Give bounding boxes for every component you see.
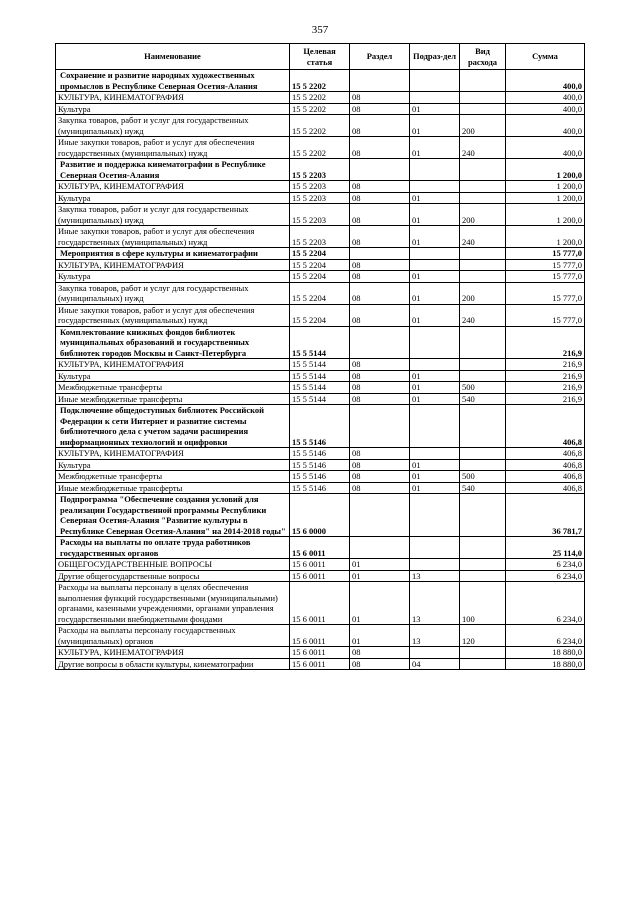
- cell-name: Иные закупки товаров, работ и услуг для обеспечения государственных (муниципальных) нужд: [56, 137, 290, 159]
- cell-kind: 500: [460, 471, 506, 483]
- cell-code: 15 5 2204: [290, 271, 350, 283]
- cell-code: 15 5 2203: [290, 226, 350, 248]
- cell-sum: 6 234,0: [506, 582, 585, 625]
- cell-subsection: [410, 448, 460, 460]
- cell-kind: [460, 570, 506, 582]
- cell-name: Подключение общедоступных библиотек Российской Федерации к сети Интернет и развитие системы библиотечного дела с учетом задачи расширения информационных технологий и оцифровки: [56, 405, 290, 448]
- cell-section: 08: [350, 282, 410, 304]
- cell-section: 01: [350, 625, 410, 647]
- table-row: [56, 92, 585, 104]
- cell-kind: 540: [460, 482, 506, 494]
- cell-subsection: [410, 537, 460, 559]
- table-row: [56, 181, 585, 193]
- cell-sum: 216,9: [506, 359, 585, 371]
- cell-code: 15 5 2202: [290, 92, 350, 104]
- header-code: Целевая статья: [290, 44, 350, 70]
- cell-code: 15 5 2203: [290, 192, 350, 204]
- cell-section: 08: [350, 181, 410, 193]
- table-row: [56, 304, 585, 326]
- cell-code: 15 5 5146: [290, 482, 350, 494]
- cell-code: 15 5 2203: [290, 204, 350, 226]
- table-row: [56, 582, 585, 625]
- cell-kind: [460, 494, 506, 537]
- cell-kind: [460, 92, 506, 104]
- cell-subsection: [410, 70, 460, 92]
- cell-code: 15 6 0011: [290, 570, 350, 582]
- cell-subsection: 01: [410, 459, 460, 471]
- cell-sum: 406,8: [506, 471, 585, 483]
- cell-subsection: 01: [410, 471, 460, 483]
- table-row: [56, 625, 585, 647]
- cell-sum: 400,0: [506, 92, 585, 104]
- cell-section: 08: [350, 647, 410, 659]
- cell-section: [350, 326, 410, 359]
- cell-subsection: 01: [410, 115, 460, 137]
- cell-name: КУЛЬТУРА, КИНЕМАТОГРАФИЯ: [56, 92, 290, 104]
- cell-kind: [460, 359, 506, 371]
- cell-sum: 1 200,0: [506, 181, 585, 193]
- cell-name: Подпрограмма "Обеспечение создания условий для реализации Государственной программы Республики Северная Осетия-Алания "Развитие культуры в Республике Северная Осетия-Алания" на 2014-2018 годы": [56, 494, 290, 537]
- cell-name: Закупка товаров, работ и услуг для государственных (муниципальных) нужд: [56, 282, 290, 304]
- header-name: Наименование: [56, 44, 290, 70]
- cell-sum: 400,0: [506, 115, 585, 137]
- cell-name: КУЛЬТУРА, КИНЕМАТОГРАФИЯ: [56, 448, 290, 460]
- cell-subsection: 01: [410, 137, 460, 159]
- cell-subsection: [410, 159, 460, 181]
- cell-code: 15 5 2202: [290, 103, 350, 115]
- cell-kind: [460, 658, 506, 670]
- cell-subsection: [410, 248, 460, 260]
- header-kind: Вид расхода: [460, 44, 506, 70]
- cell-sum: 15 777,0: [506, 304, 585, 326]
- cell-subsection: [410, 494, 460, 537]
- cell-name: Сохранение и развитие народных художественных промыслов в Республике Северная Осетия-Алания: [56, 70, 290, 92]
- cell-kind: [460, 70, 506, 92]
- cell-section: [350, 248, 410, 260]
- cell-section: 08: [350, 103, 410, 115]
- cell-section: [350, 494, 410, 537]
- cell-sum: 400,0: [506, 70, 585, 92]
- header-section: Раздел: [350, 44, 410, 70]
- cell-code: 15 5 5144: [290, 359, 350, 371]
- cell-section: 01: [350, 559, 410, 571]
- cell-kind: [460, 326, 506, 359]
- cell-kind: [460, 537, 506, 559]
- cell-name: Культура: [56, 271, 290, 283]
- cell-sum: 216,9: [506, 326, 585, 359]
- cell-code: 15 5 5144: [290, 326, 350, 359]
- cell-sum: 18 880,0: [506, 647, 585, 659]
- budget-table: [55, 43, 585, 670]
- cell-code: 15 5 2204: [290, 259, 350, 271]
- cell-kind: 120: [460, 625, 506, 647]
- cell-subsection: 01: [410, 393, 460, 405]
- cell-subsection: 01: [410, 204, 460, 226]
- cell-kind: [460, 647, 506, 659]
- table-row: [56, 471, 585, 483]
- cell-subsection: 01: [410, 370, 460, 382]
- cell-kind: 240: [460, 137, 506, 159]
- table-row: [56, 103, 585, 115]
- table-row: [56, 370, 585, 382]
- cell-name: Культура: [56, 370, 290, 382]
- cell-section: 08: [350, 192, 410, 204]
- cell-section: 08: [350, 271, 410, 283]
- cell-kind: 200: [460, 115, 506, 137]
- cell-sum: 15 777,0: [506, 248, 585, 260]
- cell-name: Развитие и поддержка кинематографии в Республике Северная Осетия-Алания: [56, 159, 290, 181]
- cell-sum: 6 234,0: [506, 570, 585, 582]
- cell-kind: 500: [460, 382, 506, 394]
- cell-code: 15 6 0011: [290, 647, 350, 659]
- table-row: [56, 658, 585, 670]
- cell-subsection: 13: [410, 570, 460, 582]
- cell-section: 08: [350, 259, 410, 271]
- cell-sum: 1 200,0: [506, 204, 585, 226]
- cell-kind: [460, 405, 506, 448]
- cell-kind: [460, 103, 506, 115]
- cell-code: 15 6 0011: [290, 537, 350, 559]
- cell-name: КУЛЬТУРА, КИНЕМАТОГРАФИЯ: [56, 181, 290, 193]
- cell-section: 08: [350, 204, 410, 226]
- cell-subsection: [410, 647, 460, 659]
- cell-sum: 18 880,0: [506, 658, 585, 670]
- cell-subsection: [410, 181, 460, 193]
- cell-code: 15 5 2202: [290, 70, 350, 92]
- cell-name: Межбюджетные трансферты: [56, 471, 290, 483]
- cell-code: 15 5 5144: [290, 393, 350, 405]
- cell-subsection: [410, 405, 460, 448]
- cell-subsection: 04: [410, 658, 460, 670]
- cell-section: 08: [350, 92, 410, 104]
- table-row: [56, 226, 585, 248]
- cell-subsection: 01: [410, 282, 460, 304]
- cell-sum: 6 234,0: [506, 625, 585, 647]
- cell-subsection: [410, 259, 460, 271]
- table-header-row: [56, 44, 585, 70]
- cell-section: 08: [350, 448, 410, 460]
- table-row: [56, 137, 585, 159]
- header-sum: Сумма: [506, 44, 585, 70]
- cell-section: 01: [350, 570, 410, 582]
- table-row: [56, 382, 585, 394]
- cell-code: 15 6 0011: [290, 625, 350, 647]
- cell-sum: 216,9: [506, 393, 585, 405]
- cell-kind: [460, 181, 506, 193]
- cell-section: [350, 405, 410, 448]
- table-row: [56, 393, 585, 405]
- table-row: [56, 271, 585, 283]
- cell-code: 15 5 2204: [290, 282, 350, 304]
- cell-code: 15 6 0011: [290, 658, 350, 670]
- cell-name: Другие вопросы в области культуры, кинематографии: [56, 658, 290, 670]
- cell-section: 08: [350, 471, 410, 483]
- table-body: [56, 70, 585, 670]
- cell-kind: [460, 448, 506, 460]
- cell-name: Расходы на выплаты персоналу в целях обеспечения выполнения функций государственными (муниципальными) органами, казенными учреждениями, органами управления государственными внебюджетными фондами: [56, 582, 290, 625]
- cell-section: 08: [350, 382, 410, 394]
- cell-name: ОБЩЕГОСУДАРСТВЕННЫЕ ВОПРОСЫ: [56, 559, 290, 571]
- cell-name: Иные закупки товаров, работ и услуг для обеспечения государственных (муниципальных) нужд: [56, 304, 290, 326]
- cell-section: 08: [350, 226, 410, 248]
- cell-kind: [460, 370, 506, 382]
- cell-name: Иные межбюджетные трансферты: [56, 393, 290, 405]
- cell-name: Мероприятия в сфере культуры и кинематографии: [56, 248, 290, 260]
- cell-sum: 406,8: [506, 459, 585, 471]
- cell-subsection: 01: [410, 304, 460, 326]
- cell-name: Расходы на выплаты по оплате труда работников государственных органов: [56, 537, 290, 559]
- cell-kind: 200: [460, 282, 506, 304]
- cell-kind: 240: [460, 304, 506, 326]
- cell-name: Иные закупки товаров, работ и услуг для обеспечения государственных (муниципальных) нужд: [56, 226, 290, 248]
- cell-sum: 15 777,0: [506, 259, 585, 271]
- cell-section: 08: [350, 459, 410, 471]
- table-row: [56, 192, 585, 204]
- cell-sum: 216,9: [506, 382, 585, 394]
- cell-section: 01: [350, 582, 410, 625]
- cell-section: 08: [350, 658, 410, 670]
- cell-sum: 6 234,0: [506, 559, 585, 571]
- cell-kind: 200: [460, 204, 506, 226]
- cell-subsection: 01: [410, 482, 460, 494]
- cell-sum: 406,8: [506, 482, 585, 494]
- table-row: [56, 537, 585, 559]
- cell-name: Культура: [56, 192, 290, 204]
- cell-name: Комплектование книжных фондов библиотек муниципальных образований и государственных библиотек городов Москвы и Санкт-Петербурга: [56, 326, 290, 359]
- cell-section: [350, 537, 410, 559]
- cell-name: Закупка товаров, работ и услуг для государственных (муниципальных) нужд: [56, 204, 290, 226]
- cell-sum: 216,9: [506, 370, 585, 382]
- table-row: [56, 448, 585, 460]
- cell-name: КУЛЬТУРА, КИНЕМАТОГРАФИЯ: [56, 259, 290, 271]
- page-number: 357: [311, 24, 329, 36]
- table-row: [56, 282, 585, 304]
- cell-sum: 406,8: [506, 448, 585, 460]
- cell-sum: 25 114,0: [506, 537, 585, 559]
- cell-name: КУЛЬТУРА, КИНЕМАТОГРАФИЯ: [56, 647, 290, 659]
- cell-code: 15 5 5146: [290, 471, 350, 483]
- cell-code: 15 5 2203: [290, 181, 350, 193]
- cell-code: 15 5 2202: [290, 115, 350, 137]
- cell-subsection: 01: [410, 192, 460, 204]
- table-row: [56, 570, 585, 582]
- cell-sum: 400,0: [506, 137, 585, 159]
- cell-subsection: 01: [410, 382, 460, 394]
- table-row: [56, 326, 585, 359]
- header-subsection: Подраз-дел: [410, 44, 460, 70]
- cell-section: 08: [350, 304, 410, 326]
- cell-subsection: 01: [410, 103, 460, 115]
- cell-name: Культура: [56, 459, 290, 471]
- cell-kind: [460, 459, 506, 471]
- cell-section: [350, 70, 410, 92]
- cell-code: 15 5 5146: [290, 405, 350, 448]
- cell-name: Межбюджетные трансферты: [56, 382, 290, 394]
- table-row: [56, 405, 585, 448]
- table-row: [56, 494, 585, 537]
- cell-subsection: 13: [410, 625, 460, 647]
- cell-name: Закупка товаров, работ и услуг для государственных (муниципальных) нужд: [56, 115, 290, 137]
- table-row: [56, 647, 585, 659]
- table-row: [56, 248, 585, 260]
- cell-kind: 540: [460, 393, 506, 405]
- cell-kind: 240: [460, 226, 506, 248]
- cell-subsection: 01: [410, 271, 460, 283]
- cell-section: 08: [350, 370, 410, 382]
- cell-sum: 1 200,0: [506, 159, 585, 181]
- table-row: [56, 559, 585, 571]
- cell-name: Культура: [56, 103, 290, 115]
- cell-name: КУЛЬТУРА, КИНЕМАТОГРАФИЯ: [56, 359, 290, 371]
- cell-code: 15 6 0000: [290, 494, 350, 537]
- cell-subsection: [410, 559, 460, 571]
- cell-sum: 1 200,0: [506, 226, 585, 248]
- cell-code: 15 5 2204: [290, 304, 350, 326]
- cell-section: 08: [350, 359, 410, 371]
- cell-sum: 400,0: [506, 103, 585, 115]
- cell-kind: [460, 159, 506, 181]
- cell-sum: 36 781,7: [506, 494, 585, 537]
- cell-code: 15 5 2204: [290, 248, 350, 260]
- cell-code: 15 5 5144: [290, 382, 350, 394]
- cell-code: 15 5 2202: [290, 137, 350, 159]
- cell-name: Расходы на выплаты персоналу государственных (муниципальных) органов: [56, 625, 290, 647]
- cell-name: Другие общегосударственные вопросы: [56, 570, 290, 582]
- table-row: [56, 70, 585, 92]
- cell-sum: 15 777,0: [506, 271, 585, 283]
- cell-code: 15 6 0011: [290, 582, 350, 625]
- cell-subsection: [410, 359, 460, 371]
- cell-kind: [460, 248, 506, 260]
- table-row: [56, 459, 585, 471]
- table-row: [56, 159, 585, 181]
- cell-kind: 100: [460, 582, 506, 625]
- cell-sum: 1 200,0: [506, 192, 585, 204]
- cell-kind: [460, 259, 506, 271]
- table-row: [56, 259, 585, 271]
- cell-section: 08: [350, 137, 410, 159]
- cell-code: 15 5 5144: [290, 370, 350, 382]
- cell-section: 08: [350, 482, 410, 494]
- cell-subsection: [410, 326, 460, 359]
- cell-code: 15 5 2203: [290, 159, 350, 181]
- cell-section: [350, 159, 410, 181]
- cell-name: Иные межбюджетные трансферты: [56, 482, 290, 494]
- cell-sum: 15 777,0: [506, 282, 585, 304]
- cell-kind: [460, 192, 506, 204]
- cell-subsection: 01: [410, 226, 460, 248]
- cell-code: 15 5 5146: [290, 459, 350, 471]
- cell-section: 08: [350, 115, 410, 137]
- cell-kind: [460, 271, 506, 283]
- cell-kind: [460, 559, 506, 571]
- table-row: [56, 482, 585, 494]
- cell-sum: 406,8: [506, 405, 585, 448]
- table-row: [56, 359, 585, 371]
- table-row: [56, 115, 585, 137]
- table-row: [56, 204, 585, 226]
- cell-code: 15 6 0011: [290, 559, 350, 571]
- cell-subsection: [410, 92, 460, 104]
- cell-section: 08: [350, 393, 410, 405]
- cell-subsection: 13: [410, 582, 460, 625]
- cell-code: 15 5 5146: [290, 448, 350, 460]
